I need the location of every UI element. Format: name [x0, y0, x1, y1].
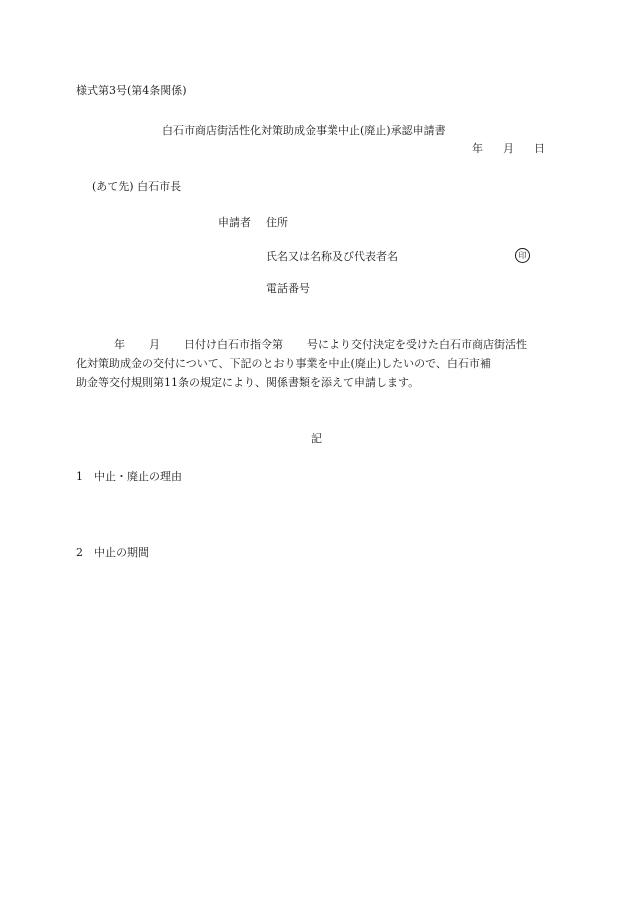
date-month: 月 — [503, 142, 514, 155]
address-label: 住所 — [266, 216, 288, 229]
section-item — [76, 470, 182, 484]
form-number: 様式第3号(第4条関係) — [76, 84, 187, 97]
body-month: 月 — [149, 338, 160, 351]
ki-heading: 記 — [311, 432, 322, 445]
body-line-1 — [76, 335, 556, 354]
name-label: 氏名又は名称及び代表者名 — [266, 250, 398, 263]
date-year: 年 — [472, 142, 483, 155]
date-line — [472, 142, 545, 156]
seal-icon: 印 — [515, 248, 530, 263]
date-day: 日 — [534, 142, 545, 155]
body-line-2: 化対策助成金の交付について、下記のとおり事業を中止(廃止)したいので、白石市補 — [76, 357, 491, 370]
addressee: (あて先) 白石市長 — [92, 180, 182, 193]
section-item — [76, 546, 149, 560]
body-text-a: 日付け白石市指令第 — [184, 338, 283, 351]
section-number: 1 — [76, 470, 83, 483]
body-text-b: 号により交付決定を受けた白石市商店街活性 — [307, 338, 527, 351]
section-label: 中止の期間 — [94, 546, 149, 559]
document-title: 白石市商店街活性化対策助成金事業中止(廃止)承認申請書 — [162, 124, 446, 137]
body-year: 年 — [114, 338, 125, 351]
section-number: 2 — [76, 546, 83, 559]
phone-label: 電話番号 — [266, 282, 310, 295]
body-paragraph — [76, 335, 556, 392]
section-label: 中止・廃止の理由 — [94, 470, 182, 483]
body-line-3: 助金等交付規則第11条の規定により、関係書類を添えて申請します。 — [76, 376, 420, 389]
applicant-label: 申請者 — [218, 216, 251, 229]
